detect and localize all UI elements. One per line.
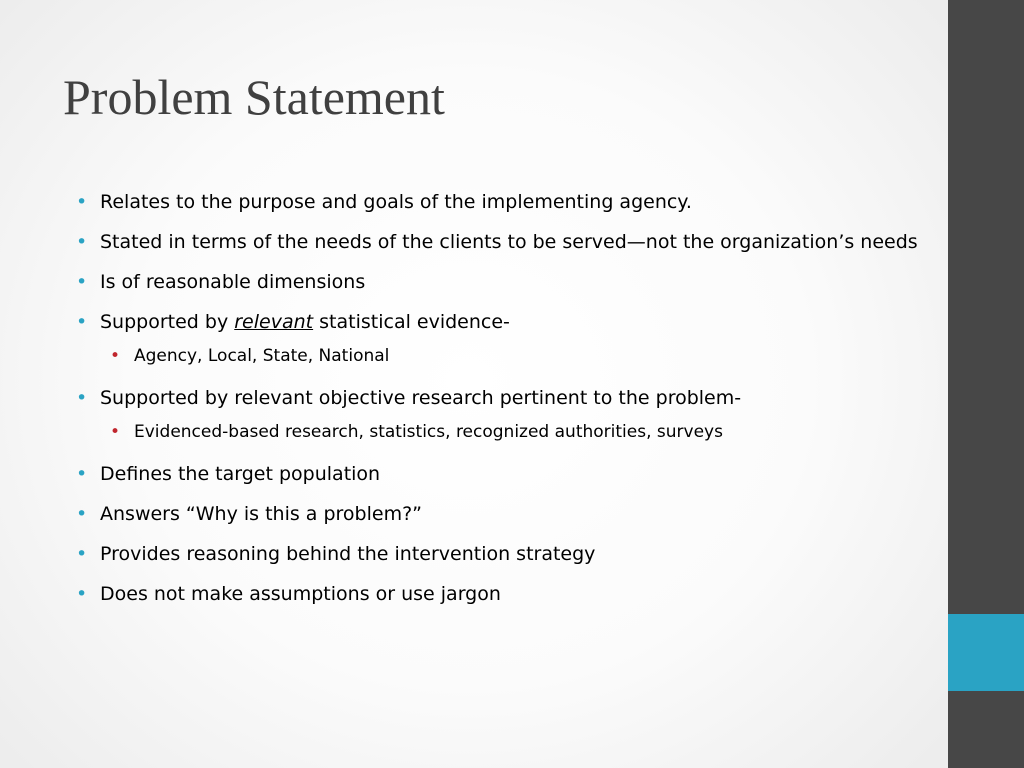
bullet-marker: • [76, 543, 88, 565]
sub-bullet-text: Agency, Local, State, National [134, 346, 390, 366]
side-accent-block [948, 614, 1024, 691]
slide-title: Problem Statement [63, 69, 445, 125]
bullet-item [76, 305, 936, 339]
bullet-text: Does not make assumptions or use jargon [100, 583, 501, 605]
bullet-text: Stated in terms of the needs of the clients to be served—not the organization’s needs [100, 231, 918, 253]
bullet-item [76, 577, 936, 611]
bullet-text: Answers “Why is this a problem?” [100, 503, 423, 525]
sub-bullet-marker: • [110, 346, 121, 366]
bullet-item [76, 497, 936, 531]
bullet-item [76, 225, 936, 259]
bullet-item [76, 537, 936, 571]
sub-bullet-marker: • [110, 422, 121, 442]
bullet-text: Is of reasonable dimensions [100, 271, 366, 293]
bullet-marker: • [76, 271, 88, 293]
bullet-text: Supported by relevant objective research pertinent to the problem- [100, 387, 742, 409]
bullet-marker: • [76, 503, 88, 525]
bullet-marker: • [76, 463, 88, 485]
bullet-text [100, 311, 510, 333]
bullet-text: Defines the target population [100, 463, 381, 485]
sub-bullet-item [110, 417, 936, 447]
bullet-text-lead: Supported by [100, 311, 235, 333]
bullet-text: Relates to the purpose and goals of the implementing agency. [100, 191, 692, 213]
bullet-marker: • [76, 231, 88, 253]
sub-bullet-text: Evidenced-based research, statistics, recognized authorities, surveys [134, 422, 723, 442]
bullet-item [76, 381, 936, 415]
sub-bullet-item [110, 341, 936, 371]
bullet-list [76, 185, 936, 617]
bullet-item [76, 185, 936, 219]
bullet-item [76, 265, 936, 299]
bullet-marker: • [76, 387, 88, 409]
bullet-text: Provides reasoning behind the intervention strategy [100, 543, 596, 565]
emphasized-word: relevant [234, 311, 314, 333]
bullet-marker: • [76, 191, 88, 213]
bullet-marker: • [76, 311, 88, 333]
bullet-text-tail: statistical evidence- [313, 311, 510, 333]
bullet-marker: • [76, 583, 88, 605]
bullet-item [76, 457, 936, 491]
